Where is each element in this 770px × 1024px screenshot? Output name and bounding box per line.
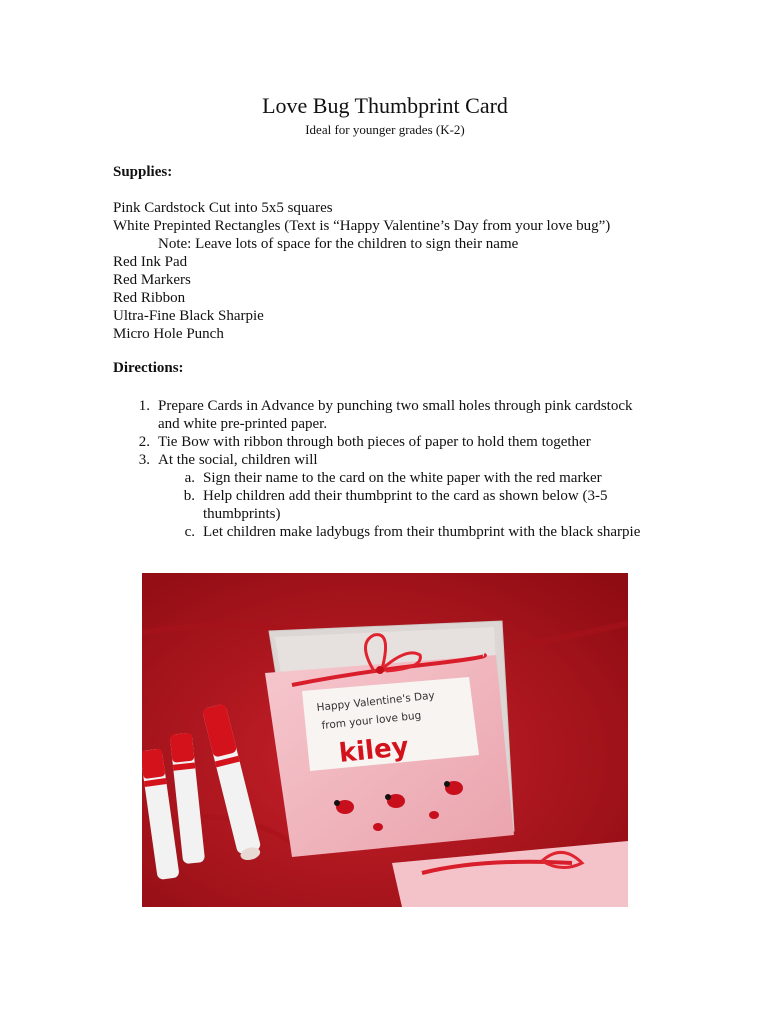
step-text: Prepare Cards in Advance by punching two small holes through pink cardstock [158,398,633,414]
supply-note: Note: Leave lots of space for the children to sign their name [158,236,519,252]
substep-text: Help children add their thumbprint to the card as shown below (3-5 [203,488,608,504]
substep-text: Sign their name to the card on the white paper with the red marker [203,470,602,486]
step-text: Tie Bow with ribbon through both pieces of paper to hold them together [158,434,591,450]
supplies-heading: Supplies: [113,164,173,180]
supply-item: White Prepinted Rectangles (Text is “Happy Valentine’s Day from your love bug”) [113,218,611,234]
step-text: and white pre-printed paper. [158,416,328,432]
supply-item: Red Ink Pad [113,254,188,270]
supply-item: Red Markers [113,272,191,288]
supply-item: Micro Hole Punch [113,326,224,342]
substep-text: thumbprints) [203,506,281,522]
document-subtitle: Ideal for younger grades (K-2) [305,122,465,137]
substep-letter: b. [183,488,195,504]
card-child-name: kiley [337,731,411,769]
card-greeting-line1: Happy Valentine's Day [316,689,436,714]
example-card-photo [142,573,628,907]
card-greeting-line2: from your love bug [321,709,422,732]
document-title: Love Bug Thumbprint Card [262,93,508,118]
substep-letter: c. [184,524,195,540]
supply-item: Red Ribbon [113,290,186,306]
substep-letter: a. [184,470,195,486]
supply-item: Pink Cardstock Cut into 5x5 squares [113,200,333,216]
substep-text: Let children make ladybugs from their thumbprint with the black sharpie [203,524,641,540]
step-text: At the social, children will [158,452,318,468]
step-number: 1. [138,398,150,414]
step-number: 2. [138,434,150,450]
directions-heading: Directions: [113,360,184,376]
step-number: 3. [138,452,150,468]
supply-item: Ultra-Fine Black Sharpie [113,308,264,324]
